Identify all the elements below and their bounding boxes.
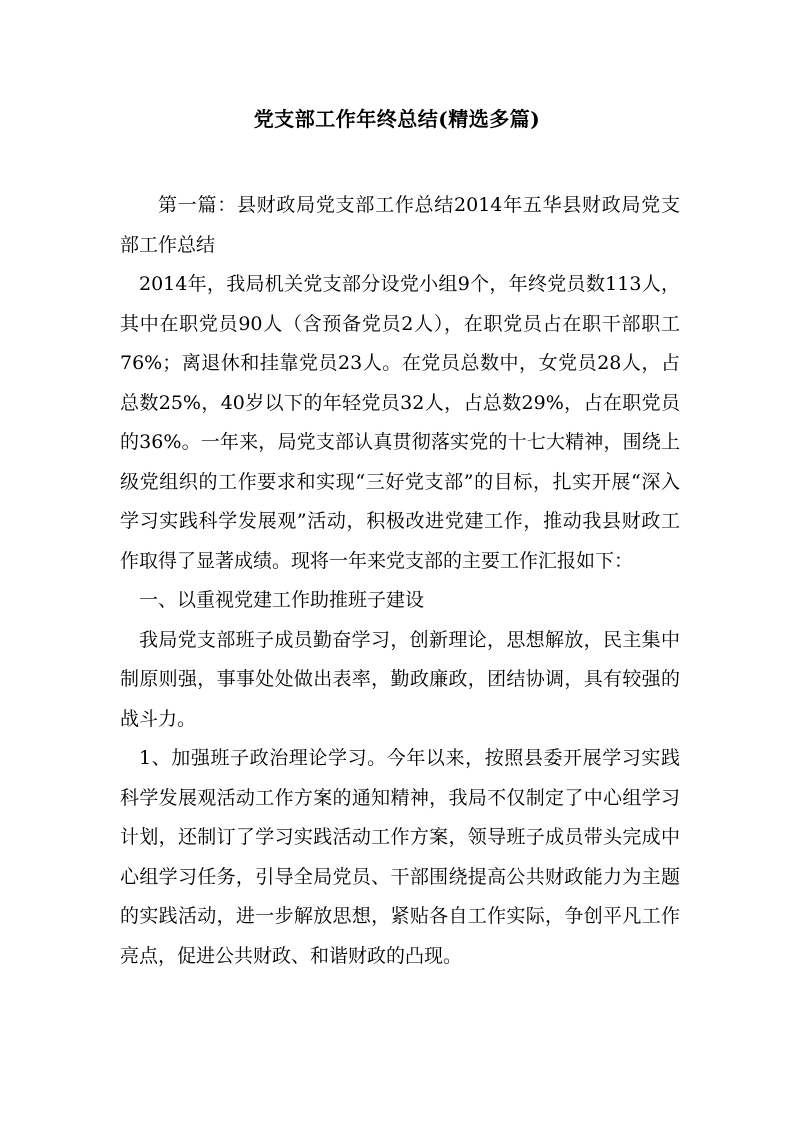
paragraph-team: 我局党支部班子成员勤奋学习，创新理论，思想解放，民主集中制原则强，事事处处做出表率，勤政廉政，团结协调，具有较强的战斗力。	[120, 628, 680, 730]
paragraph-chapter-heading: 第一篇：县财政局党支部工作总结2014年五华县财政局党支部工作总结	[120, 194, 680, 256]
document-body	[120, 186, 680, 976]
document-title: 党支部工作年终总结(精选多篇)	[253, 107, 541, 131]
section-heading: 一、以重视党建工作助推班子建设	[139, 589, 425, 611]
paragraph-overview: 2014年，我局机关党支部分设党小组9个，年终党员数113人，其中在职党员90人（含预备党员2人），在职党员占在职干部职工76%；离退休和挂靠党员23人。在党员总数中，女党员28人，占总数25%，40岁以下的年轻党员32人，占总数29%，占在职党员的36%。一年来，局党支部认真贯彻落实党的十七大精神，围绕上级党组织的工作要求和实现“三好党支部”的目标，扎实开展“深入学习实践科学发展观”活动，积极改进党建工作，推动我县财政工作取得了显著成绩。现将一年来党支部的主要工作汇报如下：	[120, 273, 680, 572]
paragraph-study: 1、加强班子政治理论学习。今年以来，按照县委开展学习实践科学发展观活动工作方案的通知精神，我局不仅制定了中心组学习计划，还制订了学习实践活动工作方案，领导班子成员带头完成中心组学习任务，引导全局党员、干部围绕提高公共财政能力为主题的实践活动，进一步解放思想，紧贴各自工作实际，争创平凡工作亮点，促进公共财政、和谐财政的凸现。	[120, 747, 680, 967]
